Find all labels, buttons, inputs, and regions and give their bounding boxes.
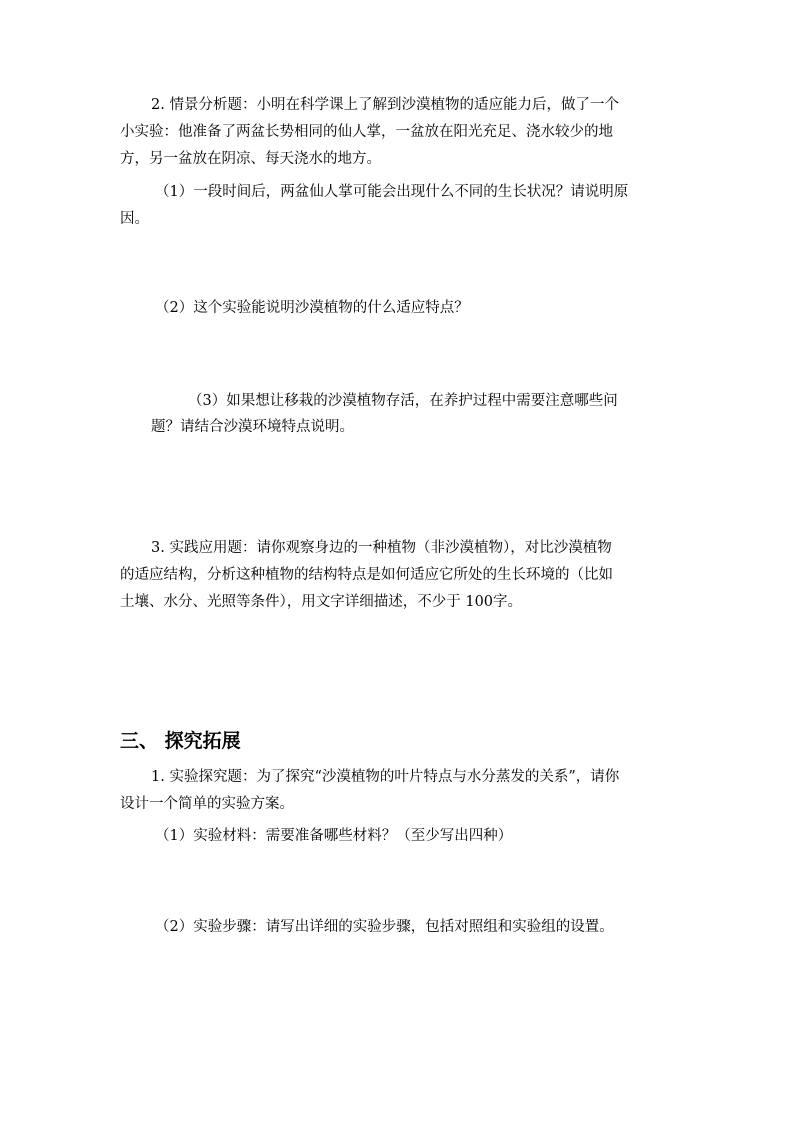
section-3-title: 三、 探究拓展 xyxy=(120,730,241,752)
section-3-q1-sub2: （2）实验步骤：请写出详细的实验步骤，包括对照组和实验组的设置。 xyxy=(155,919,614,935)
section-3-q1-line-1: 1. 实验探究题：为了探究“沙漠植物的叶片特点与水分蒸发的关系”，请你 xyxy=(151,769,620,785)
q2-sub3-line-2: 题？请结合沙漠环境特点说明。 xyxy=(151,419,354,435)
q2-intro-line-1: 2. 情景分析题：小明在科学课上了解到沙漠植物的适应能力后，做了一个 xyxy=(151,97,619,113)
q2-sub1-line-2: 因。 xyxy=(120,211,149,227)
q2-sub1-line-1: （1）一段时间后，两盆仙人掌可能会出现什么不同的生长状况？请说明原 xyxy=(155,184,629,200)
section-3-q1-sub1: （1）实验材料：需要准备哪些材料？（至少写出四种） xyxy=(155,828,513,844)
q2-sub2: （2）这个实验能说明沙漠植物的什么适应特点？ xyxy=(155,300,469,316)
q3-line-1: 3. 实践应用题：请你观察身边的一种植物（非沙漠植物），对比沙漠植物 xyxy=(151,540,612,556)
section-3-q1-line-2: 设计一个简单的实验方案。 xyxy=(120,796,294,812)
q3-line-2: 的适应结构，分析这种植物的结构特点是如何适应它所处的生长环境的（比如 xyxy=(120,567,613,583)
q2-intro-line-2: 小实验：他准备了两盆长势相同的仙人掌，一盆放在阳光充足、浇水较少的地 xyxy=(120,124,613,140)
q3-line-3: 土壤、水分、光照等条件），用文字详细描述，不少于 100字。 xyxy=(120,594,523,610)
q2-sub3-line-1: （3）如果想让移栽的沙漠植物存活，在养护过程中需要注意哪些问 xyxy=(188,393,618,409)
q2-intro-line-3: 方，另一盆放在阴凉、每天浇水的地方。 xyxy=(120,151,381,167)
